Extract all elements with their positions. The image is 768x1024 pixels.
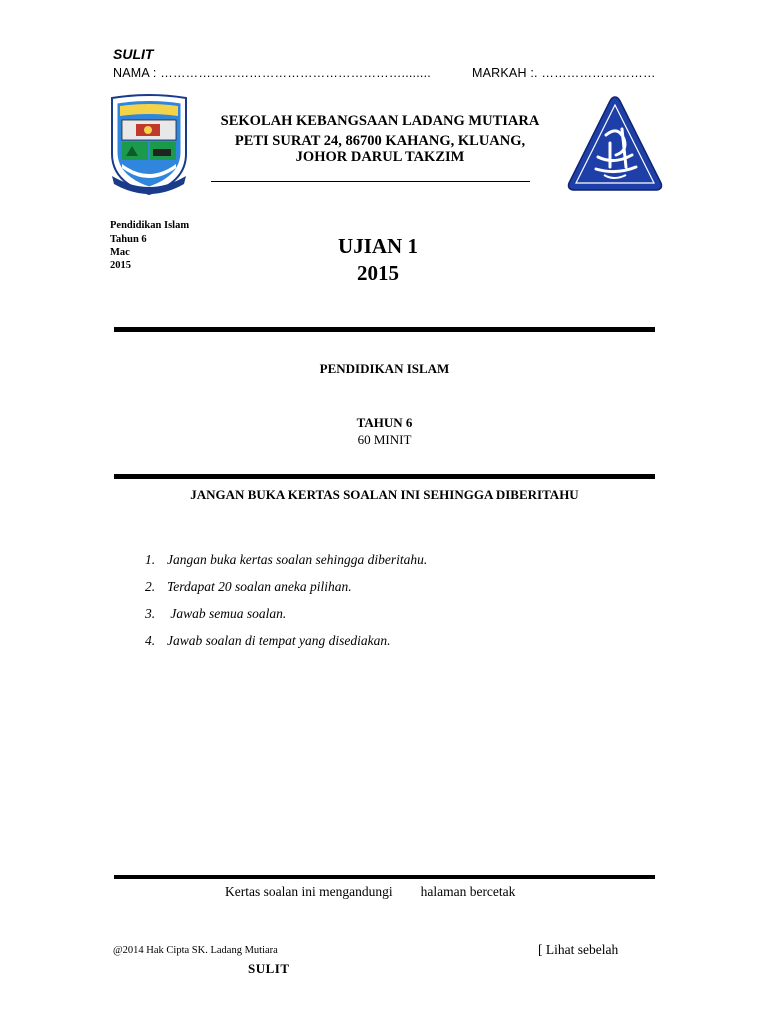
thick-divider-top [114,327,655,332]
instruction-number: 3. [145,606,156,621]
meta-exam-year: 2015 [110,260,131,271]
sulit-label-bottom: SULIT [248,961,290,976]
name-field: NAMA : …………………………………………………........ [113,66,431,80]
paper-subject: PENDIDIKAN ISLAM [319,361,450,376]
school-state: JOHOR DARUL TAKZIM [295,149,465,165]
turn-over-note: [ Lihat sebelah [538,942,619,957]
school-divider [211,181,530,182]
warning-text: JANGAN BUKA KERTAS SOALAN INI SEHINGGA DIBERITAHU [190,487,579,502]
thick-divider-middle [114,474,655,479]
paper-duration: 60 MINIT [357,432,412,447]
copyright-text: @2014 Hak Cipta SK. Ladang Mutiara [113,945,278,956]
instruction-number: 1. [145,552,156,567]
page-count-left: Kertas soalan ini mengandungi [225,884,393,899]
school-name: SEKOLAH KEBANGSAAN LADANG MUTIARA [220,113,540,129]
instruction-number: 4. [145,633,156,648]
sulit-label-top: SULIT [113,46,154,62]
state-emblem-icon [566,95,664,195]
thick-divider-bottom [114,875,655,879]
meta-subject: Pendidikan Islam [110,220,190,231]
meta-month: Mac [110,247,130,258]
marks-field: MARKAH :. ……………………… [472,66,656,80]
exam-title: UJIAN 1 [338,234,418,258]
school-crest-icon [106,94,192,198]
page-count-right: halaman bercetak [420,884,516,899]
instruction-item [145,552,427,568]
instruction-item [145,633,390,649]
instruction-item [145,606,286,622]
instruction-text: Jawab semua soalan. [167,606,287,621]
instruction-item [145,579,352,595]
page-count-note [225,884,515,900]
instruction-text: Terdapat 20 soalan aneka pilihan. [167,579,352,594]
instruction-number: 2. [145,579,156,594]
instruction-text: Jawab soalan di tempat yang disediakan. [167,633,391,648]
paper-grade: TAHUN 6 [356,415,413,430]
meta-year: Tahun 6 [110,234,147,245]
instruction-text: Jangan buka kertas soalan sehingga diberitahu. [167,552,428,567]
school-address: PETI SURAT 24, 86700 KAHANG, KLUANG, [234,133,526,149]
exam-year: 2015 [357,261,399,285]
